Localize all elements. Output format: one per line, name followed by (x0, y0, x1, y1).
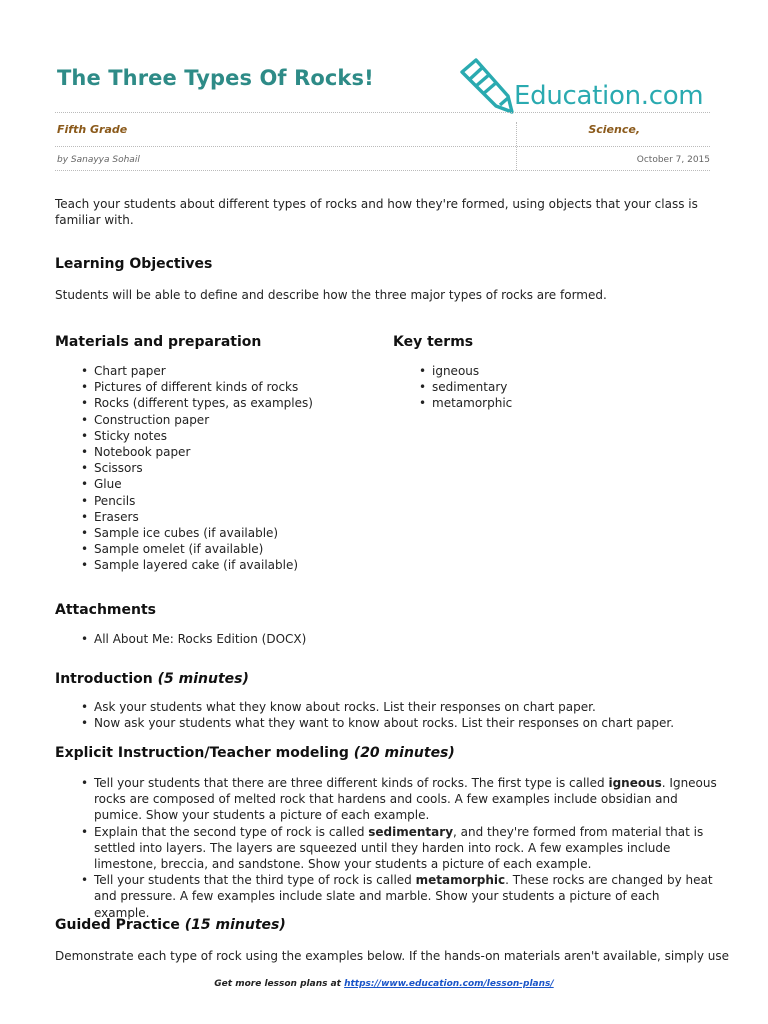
author-label: by Sanayya Sohail (57, 155, 140, 165)
list-item: • sedimentary (415, 379, 512, 395)
list-item: • Sticky notes (77, 428, 313, 444)
list-item: • Chart paper (77, 363, 313, 379)
list-item: • Rocks (different types, as examples) (77, 395, 313, 411)
header-divider (55, 112, 710, 113)
list-item: • Pictures of different kinds of rocks (77, 379, 313, 395)
list-item: • metamorphic (415, 395, 512, 411)
list-item: • Construction paper (77, 412, 313, 428)
meta-divider (55, 146, 710, 147)
list-item: • Tell your students that there are three different kinds of rocks. The first type is called igneous. Igneous rocks are composed of melted rock that hardens and cools. A few examples include obsidian and pumice. Show your students a picture of each example. (77, 775, 717, 824)
footer-text: Get more lesson plans at (214, 979, 345, 989)
list-item: • Notebook paper (77, 444, 313, 460)
list-item: • Sample omelet (if available) (77, 541, 313, 557)
explicit-instruction-heading: Explicit Instruction/Teacher modeling (20 minutes) (55, 745, 455, 761)
explicit-instruction-list (77, 775, 717, 921)
intro-paragraph: Teach your students about different types of rocks and how they're formed, using objects that your class is familiar with. (55, 197, 698, 227)
learning-objectives-heading: Learning Objectives (55, 256, 213, 272)
list-item: • Erasers (77, 509, 313, 525)
attachments-heading: Attachments (55, 602, 157, 618)
key-terms-list (415, 363, 512, 412)
list-item: • Explain that the second type of rock is called sedimentary, and they're formed from material that is settled into layers. The layers are squeezed until they harden into rock. A few examples include limestone, breccia, and sandstone. Show your students a picture of each example. (77, 824, 717, 873)
logo-text: Education.com (514, 81, 704, 111)
list-item: • Scissors (77, 460, 313, 476)
materials-list (77, 363, 313, 574)
learning-objectives-text: Students will be able to define and describe how the three major types of rocks are formed. (55, 288, 607, 302)
pencil-logo-icon (456, 58, 518, 114)
page-title: The Three Types Of Rocks! (57, 66, 374, 90)
guided-practice-heading: Guided Practice (15 minutes) (55, 917, 286, 933)
attachment-link[interactable]: • All About Me: Rocks Edition (DOCX) (77, 631, 306, 647)
attachments-list (77, 631, 306, 647)
list-item: • Sample layered cake (if available) (77, 557, 313, 573)
list-item: • Pencils (77, 493, 313, 509)
list-item: • Ask your students what they know about rocks. List their responses on chart paper. (77, 699, 674, 715)
introduction-heading: Introduction (5 minutes) (55, 671, 249, 687)
introduction-list (77, 699, 674, 731)
guided-practice-text: Demonstrate each type of rock using the examples below. If the hands-on materials aren't available, simply use (55, 949, 729, 963)
grade-label: Fifth Grade (57, 123, 128, 136)
date-label: October 7, 2015 (636, 155, 710, 165)
footer (0, 979, 768, 989)
materials-heading: Materials and preparation (55, 334, 262, 350)
list-item: • Glue (77, 476, 313, 492)
list-item: • Sample ice cubes (if available) (77, 525, 313, 541)
key-terms-heading: Key terms (393, 334, 474, 350)
lesson-plans-link[interactable]: https://www.education.com/lesson-plans/ (344, 979, 554, 989)
subject-label: Science, (588, 123, 640, 136)
list-item: • Tell your students that the third type of rock is called metamorphic. These rocks are changed by heat and pressure. A few examples include slate and marble. Show your students a picture of each example. (77, 872, 717, 921)
list-item: • igneous (415, 363, 512, 379)
list-item: • Now ask your students what they want to know about rocks. List their responses on chart paper. (77, 715, 674, 731)
meta-bottom-divider (55, 170, 710, 171)
education-logo[interactable] (456, 56, 716, 116)
